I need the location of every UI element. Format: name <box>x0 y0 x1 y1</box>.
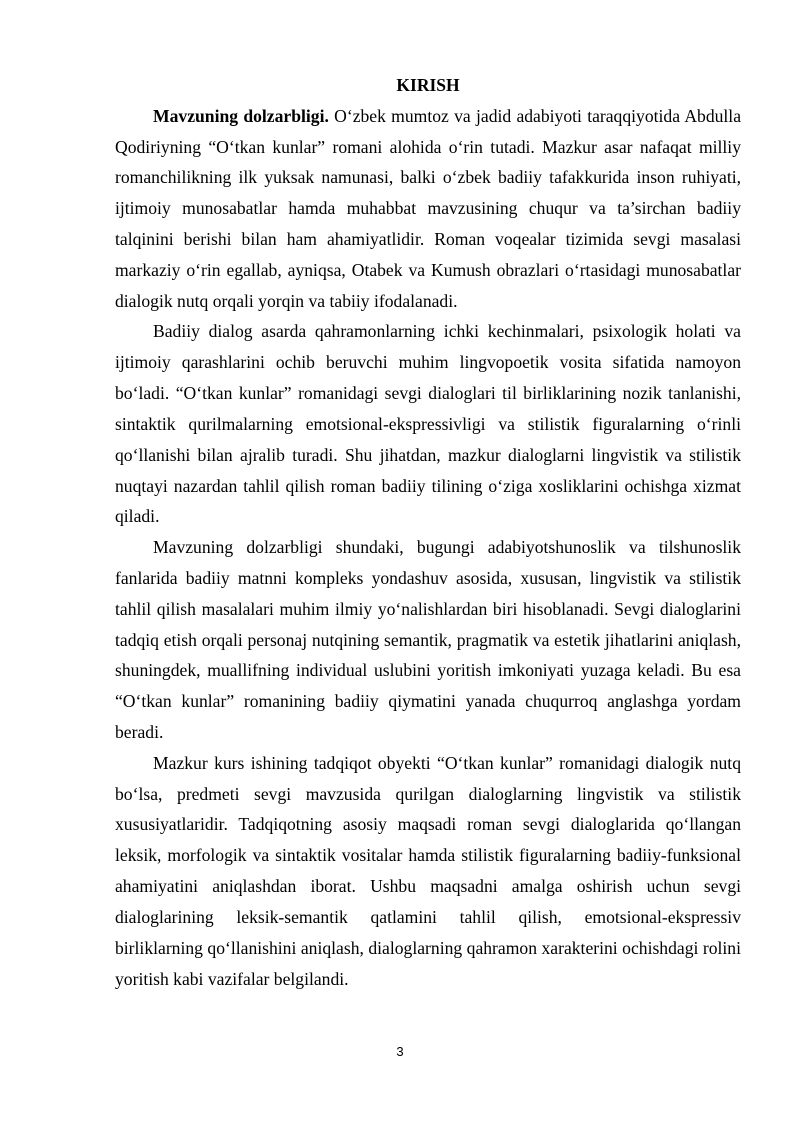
paragraph-lead: Mavzuning dolzarbligi. <box>153 105 329 126</box>
paragraph-dialog: Badiiy dialog asarda qahramonlarning ichki kechinmalari, psixologik holati va ijtimoiy qarashlarini ochib beruvchi muhim lingvopoetik vosita sifatida namoyon bo‘ladi. “O‘tkan kunlar” romanidagi sevgi dialoglari til birliklarining nozik tanlanishi, sintaktik qurilmalarning emotsional-ekspressivligi va stilistik figuralarning o‘rinli qo‘llanishi bilan ajralib turadi. Shu jihatdan, mazkur dialoglarni lingvistik va stilistik nuqtayi nazardan tahlil qilish roman badiiy tilining o‘ziga xosliklarini ochishga xizmat qiladi. <box>115 321 741 527</box>
paragraph-relevance <box>115 101 741 317</box>
paragraph-research-object: Mazkur kurs ishining tadqiqot obyekti “O‘tkan kunlar” romanidagi dialogik nutq bo‘lsa, predmeti sevgi mavzusida qurilgan dialoglarning lingvistik va stilistik xususiyatlaridir. Tadqiqotning asosiy maqsadi roman sevgi dialoglarida qo‘llangan leksik, morfologik va sintaktik vositalar hamda stilistik figuralarning badiiy-funksional ahamiyatini aniqlashdan iborat. Ushbu maqsadni amalga oshirish uchun sevgi dialoglarining leksik-semantik qatlamini tahlil qilish, emotsional-ekspressiv birliklarning qo‘llanishini aniqlash, dialoglarning qahramon xarakterini ochishdagi rolini yoritish kabi vazifalar belgilandi. <box>115 752 741 989</box>
section-title: KIRISH <box>396 75 460 95</box>
document-body <box>115 70 741 994</box>
paragraph-text: O‘zbek mumtoz va jadid adabiyoti taraqqiyotida Abdulla Qodiriyning “O‘tkan kunlar” romani alohida o‘rin tutadi. Mazkur asar nafaqat milliy romanchilikning ilk yuksak namunasi, balki o‘zbek badiiy tafakkurida inson ruhiyati, ijtimoiy munosabatlar hamda muhabbat mavzusining chuqur va ta’sirchan badiiy talqinini berishi bilan ham ahamiyatlidir. Roman voqealar tizimida sevgi masalasi markaziy o‘rin egallab, ayniqsa, Otabek va Kumush obrazlari o‘rtasidagi munosabatlar dialogik nutq orqali yorqin va tabiiy ifodalanadi. <box>115 105 741 311</box>
paragraph-significance: Mavzuning dolzarbligi shundaki, bugungi adabiyotshunoslik va tilshunoslik fanlarida badiiy matnni kompleks yondashuv asosida, xususan, lingvistik va stilistik tahlil qilish masalalari muhim ilmiy yo‘nalishlardan biri hisoblanadi. Sevgi dialoglarini tadqiq etish orqali personaj nutqining semantik, pragmatik va estetik jihatlarini aniqlash, shuningdek, muallifning individual uslubini yoritish imkoniyati yuzaga keladi. Bu esa “O‘tkan kunlar” romanining badiiy qiymatini yanada chuqurroq anglashga yordam beradi. <box>115 537 741 743</box>
page-number: 3 <box>396 1044 404 1059</box>
